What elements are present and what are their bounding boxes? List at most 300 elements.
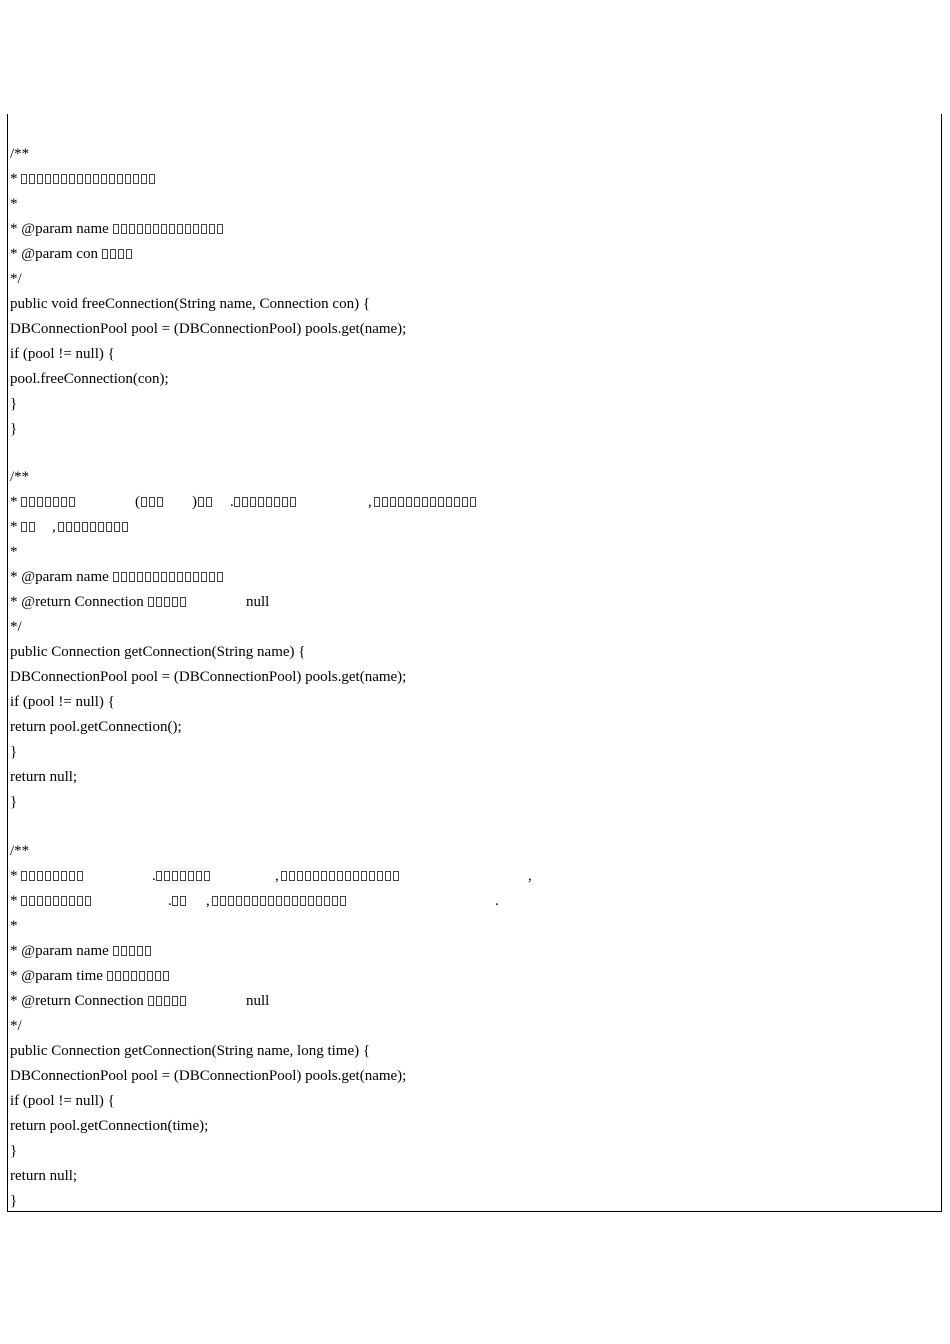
missing-glyph-icon — [106, 522, 112, 532]
missing-glyph-icon — [122, 522, 128, 532]
missing-glyph-icon — [374, 497, 380, 507]
missing-glyph-icon — [145, 572, 151, 582]
code-line-text — [10, 1168, 77, 1184]
code-text: * @param time — [10, 968, 107, 984]
code-line — [10, 793, 17, 811]
missing-glyph-icon — [201, 224, 207, 234]
missing-glyph-icon — [300, 896, 306, 906]
code-line — [10, 1067, 406, 1085]
missing-glyph-icon — [169, 572, 175, 582]
code-line-text — [10, 619, 22, 635]
code-line-text — [10, 868, 85, 884]
code-line-text — [10, 669, 406, 685]
code-text: * — [10, 196, 18, 212]
missing-glyph-icon — [414, 497, 420, 507]
code-line — [10, 992, 270, 1010]
missing-glyph-icon — [361, 871, 367, 881]
missing-glyph-icon — [164, 597, 170, 607]
missing-glyph-icon — [234, 497, 240, 507]
missing-glyph-icon — [276, 896, 282, 906]
missing-glyph-icon — [129, 224, 135, 234]
code-text: , — [368, 494, 372, 510]
code-segment — [374, 493, 478, 511]
missing-glyph-icon — [101, 174, 107, 184]
missing-glyph-icon — [180, 996, 186, 1006]
missing-glyph-icon — [180, 896, 186, 906]
missing-glyph-icon — [21, 522, 27, 532]
missing-glyph-icon — [141, 497, 147, 507]
missing-glyph-icon — [114, 522, 120, 532]
code-line — [10, 842, 29, 860]
code-text: * @return Connection — [10, 993, 148, 1009]
code-text: DBConnectionPool pool = (DBConnectionPool) pools.get(name); — [10, 1068, 407, 1084]
missing-glyph-icon — [204, 871, 210, 881]
missing-glyph-icon — [66, 522, 72, 532]
code-line — [10, 170, 157, 188]
missing-glyph-icon — [131, 971, 137, 981]
code-text: DBConnectionPool pool = (DBConnectionPool) pools.get(name); — [10, 669, 407, 685]
code-text: , — [528, 868, 532, 884]
missing-glyph-icon — [308, 896, 314, 906]
code-text: * — [10, 868, 22, 884]
missing-glyph-icon — [118, 249, 124, 259]
code-text: if (pool != null) { — [10, 694, 115, 710]
code-line-text — [10, 993, 188, 1009]
code-text: return pool.getConnection(time); — [10, 1118, 209, 1134]
missing-glyph-icon — [393, 871, 399, 881]
missing-glyph-icon — [321, 871, 327, 881]
code-line-text — [10, 968, 171, 984]
code-line-text — [10, 221, 225, 237]
missing-glyph-icon — [369, 871, 375, 881]
code-line — [10, 743, 17, 761]
code-text: * @return Connection — [10, 594, 148, 610]
missing-glyph-icon — [145, 946, 151, 956]
missing-glyph-icon — [353, 871, 359, 881]
code-segment — [156, 867, 212, 885]
missing-glyph-icon — [172, 597, 178, 607]
missing-glyph-icon — [470, 497, 476, 507]
missing-glyph-icon — [139, 971, 145, 981]
missing-glyph-icon — [161, 572, 167, 582]
missing-glyph-icon — [185, 224, 191, 234]
missing-glyph-icon — [382, 497, 388, 507]
code-line — [10, 1192, 17, 1210]
code-line — [10, 543, 18, 561]
code-line-text — [10, 843, 29, 859]
code-segment — [246, 593, 269, 611]
missing-glyph-icon — [398, 497, 404, 507]
code-line — [10, 693, 115, 711]
missing-glyph-icon — [45, 896, 51, 906]
missing-glyph-icon — [164, 871, 170, 881]
missing-glyph-icon — [85, 174, 91, 184]
code-text: * — [10, 918, 18, 934]
code-line-text — [10, 146, 29, 162]
code-segment — [141, 493, 165, 511]
missing-glyph-icon — [313, 871, 319, 881]
code-text: * @param con — [10, 246, 102, 262]
missing-glyph-icon — [53, 174, 59, 184]
code-line — [10, 320, 406, 338]
code-line — [10, 245, 134, 263]
code-line-text — [10, 171, 157, 187]
missing-glyph-icon — [125, 174, 131, 184]
missing-glyph-icon — [430, 497, 436, 507]
missing-glyph-icon — [110, 249, 116, 259]
missing-glyph-icon — [147, 971, 153, 981]
missing-glyph-icon — [155, 971, 161, 981]
missing-glyph-icon — [340, 896, 346, 906]
missing-glyph-icon — [282, 497, 288, 507]
code-text: /** — [10, 146, 30, 162]
missing-glyph-icon — [297, 871, 303, 881]
missing-glyph-icon — [377, 871, 383, 881]
missing-glyph-icon — [141, 174, 147, 184]
code-line-text — [10, 396, 17, 412]
code-text: public void freeConnection(String name, Connection con) { — [10, 296, 371, 312]
code-text: /** — [10, 469, 30, 485]
missing-glyph-icon — [115, 971, 121, 981]
code-segment — [495, 892, 499, 910]
missing-glyph-icon — [228, 896, 234, 906]
missing-glyph-icon — [156, 996, 162, 1006]
missing-glyph-icon — [37, 871, 43, 881]
missing-glyph-icon — [129, 946, 135, 956]
code-segment — [58, 518, 130, 536]
code-line-text — [10, 421, 17, 437]
missing-glyph-icon — [21, 871, 27, 881]
missing-glyph-icon — [345, 871, 351, 881]
code-text: , — [275, 868, 279, 884]
code-text: */ — [10, 271, 22, 287]
missing-glyph-icon — [145, 224, 151, 234]
missing-glyph-icon — [164, 996, 170, 1006]
missing-glyph-icon — [316, 896, 322, 906]
missing-glyph-icon — [289, 871, 295, 881]
missing-glyph-icon — [274, 497, 280, 507]
code-line-text — [10, 1018, 22, 1034]
code-line — [10, 867, 532, 885]
code-segment — [368, 493, 372, 511]
missing-glyph-icon — [93, 174, 99, 184]
missing-glyph-icon — [305, 871, 311, 881]
missing-glyph-icon — [198, 497, 204, 507]
missing-glyph-icon — [438, 497, 444, 507]
code-line-text — [10, 893, 93, 909]
missing-glyph-icon — [220, 896, 226, 906]
code-line-text — [10, 769, 77, 785]
code-text: /** — [10, 843, 30, 859]
missing-glyph-icon — [172, 896, 178, 906]
missing-glyph-icon — [177, 572, 183, 582]
code-line-text — [10, 321, 406, 337]
missing-glyph-icon — [69, 896, 75, 906]
missing-glyph-icon — [90, 522, 96, 532]
code-line-text — [10, 719, 182, 735]
code-line-text — [10, 794, 17, 810]
missing-glyph-icon — [82, 522, 88, 532]
code-line — [10, 768, 77, 786]
code-text: return null; — [10, 769, 78, 785]
code-text: * — [10, 519, 22, 535]
code-text: } — [10, 396, 18, 412]
missing-glyph-icon — [332, 896, 338, 906]
missing-glyph-icon — [153, 224, 159, 234]
missing-glyph-icon — [53, 896, 59, 906]
code-line-text — [10, 594, 188, 610]
code-line — [10, 1017, 22, 1035]
missing-glyph-icon — [212, 896, 218, 906]
missing-glyph-icon — [217, 572, 223, 582]
code-line — [10, 568, 225, 586]
code-text: * @param name — [10, 221, 113, 237]
missing-glyph-icon — [169, 224, 175, 234]
code-text: if (pool != null) { — [10, 346, 115, 362]
missing-glyph-icon — [180, 597, 186, 607]
missing-glyph-icon — [156, 871, 162, 881]
missing-glyph-icon — [406, 497, 412, 507]
code-line-text — [10, 1193, 17, 1209]
code-segment — [234, 493, 298, 511]
missing-glyph-icon — [61, 174, 67, 184]
missing-glyph-icon — [284, 896, 290, 906]
missing-glyph-icon — [29, 896, 35, 906]
missing-glyph-icon — [446, 497, 452, 507]
code-line — [10, 145, 29, 163]
missing-glyph-icon — [69, 871, 75, 881]
code-text: */ — [10, 1018, 22, 1034]
code-text: return null; — [10, 1168, 78, 1184]
missing-glyph-icon — [77, 174, 83, 184]
missing-glyph-icon — [209, 224, 215, 234]
code-segment — [212, 892, 348, 910]
code-line — [10, 1167, 77, 1185]
missing-glyph-icon — [385, 871, 391, 881]
missing-glyph-icon — [149, 497, 155, 507]
missing-glyph-icon — [98, 522, 104, 532]
missing-glyph-icon — [53, 497, 59, 507]
missing-glyph-icon — [188, 871, 194, 881]
missing-glyph-icon — [29, 522, 35, 532]
code-line-text — [10, 918, 18, 934]
missing-glyph-icon — [137, 224, 143, 234]
missing-glyph-icon — [172, 996, 178, 1006]
code-text: null — [246, 594, 270, 610]
code-text: * — [10, 893, 22, 909]
code-line — [10, 1142, 17, 1160]
code-line — [10, 518, 56, 536]
missing-glyph-icon — [58, 522, 64, 532]
code-text: public Connection getConnection(String name) { — [10, 644, 306, 660]
missing-glyph-icon — [21, 896, 27, 906]
missing-glyph-icon — [161, 224, 167, 234]
code-text: . — [152, 868, 156, 884]
code-line-text — [10, 1118, 208, 1134]
code-segment — [281, 867, 401, 885]
missing-glyph-icon — [177, 224, 183, 234]
missing-glyph-icon — [244, 896, 250, 906]
missing-glyph-icon — [113, 946, 119, 956]
code-text: } — [10, 421, 18, 437]
code-line — [10, 370, 169, 388]
missing-glyph-icon — [422, 497, 428, 507]
missing-glyph-icon — [185, 572, 191, 582]
missing-glyph-icon — [148, 597, 154, 607]
code-line — [10, 618, 22, 636]
missing-glyph-icon — [337, 871, 343, 881]
code-text: public Connection getConnection(String name, long time) { — [10, 1043, 371, 1059]
missing-glyph-icon — [37, 174, 43, 184]
missing-glyph-icon — [217, 224, 223, 234]
missing-glyph-icon — [180, 871, 186, 881]
code-text: } — [10, 1193, 18, 1209]
missing-glyph-icon — [133, 174, 139, 184]
code-line — [10, 295, 370, 313]
code-segment — [275, 867, 279, 885]
missing-glyph-icon — [61, 871, 67, 881]
code-text: } — [10, 794, 18, 810]
code-line — [10, 1117, 208, 1135]
missing-glyph-icon — [196, 871, 202, 881]
code-line — [10, 942, 153, 960]
code-line-text — [10, 196, 18, 212]
code-text: * — [10, 494, 22, 510]
missing-glyph-icon — [258, 497, 264, 507]
missing-glyph-icon — [61, 497, 67, 507]
code-text: , — [52, 519, 56, 535]
missing-glyph-icon — [69, 497, 75, 507]
missing-glyph-icon — [250, 497, 256, 507]
code-line — [10, 220, 225, 238]
code-text: DBConnectionPool pool = (DBConnectionPool) pools.get(name); — [10, 321, 407, 337]
missing-glyph-icon — [129, 572, 135, 582]
missing-glyph-icon — [45, 871, 51, 881]
missing-glyph-icon — [77, 871, 83, 881]
code-line-text — [10, 943, 153, 959]
code-line-text — [10, 744, 17, 760]
missing-glyph-icon — [172, 871, 178, 881]
code-segment — [172, 892, 188, 910]
missing-glyph-icon — [157, 497, 163, 507]
code-line — [10, 270, 22, 288]
code-line — [10, 967, 171, 985]
code-text: } — [10, 744, 18, 760]
code-line — [10, 420, 17, 438]
code-line-text — [10, 296, 370, 312]
missing-glyph-icon — [454, 497, 460, 507]
missing-glyph-icon — [462, 497, 468, 507]
code-line-text — [10, 371, 169, 387]
missing-glyph-icon — [37, 497, 43, 507]
code-line — [10, 395, 17, 413]
missing-glyph-icon — [193, 572, 199, 582]
missing-glyph-icon — [107, 971, 113, 981]
missing-glyph-icon — [109, 174, 115, 184]
code-text: null — [246, 993, 270, 1009]
code-line-text — [10, 1068, 406, 1084]
missing-glyph-icon — [29, 497, 35, 507]
missing-glyph-icon — [61, 896, 67, 906]
code-line-text — [10, 494, 77, 510]
missing-glyph-icon — [137, 946, 143, 956]
missing-glyph-icon — [390, 497, 396, 507]
missing-glyph-icon — [29, 871, 35, 881]
missing-glyph-icon — [260, 896, 266, 906]
missing-glyph-icon — [266, 497, 272, 507]
missing-glyph-icon — [102, 249, 108, 259]
code-line — [10, 892, 499, 910]
code-line — [10, 718, 182, 736]
code-segment — [192, 493, 197, 511]
missing-glyph-icon — [242, 497, 248, 507]
code-line — [10, 1092, 115, 1110]
code-segment — [528, 867, 532, 885]
missing-glyph-icon — [21, 497, 27, 507]
missing-glyph-icon — [209, 572, 215, 582]
missing-glyph-icon — [153, 572, 159, 582]
code-text: . — [168, 893, 172, 909]
code-line — [10, 668, 406, 686]
code-text: } — [10, 1143, 18, 1159]
code-line-text — [10, 694, 115, 710]
missing-glyph-icon — [123, 971, 129, 981]
missing-glyph-icon — [252, 896, 258, 906]
missing-glyph-icon — [193, 224, 199, 234]
code-line-text — [10, 644, 305, 660]
missing-glyph-icon — [45, 497, 51, 507]
code-line-text — [10, 544, 18, 560]
code-line — [10, 917, 18, 935]
missing-glyph-icon — [29, 174, 35, 184]
code-text: */ — [10, 619, 22, 635]
code-text: return pool.getConnection(); — [10, 719, 182, 735]
missing-glyph-icon — [121, 572, 127, 582]
code-line — [10, 1042, 370, 1060]
code-line-text — [10, 1143, 17, 1159]
missing-glyph-icon — [206, 497, 212, 507]
code-line-text — [10, 1093, 115, 1109]
code-text: . — [495, 893, 499, 909]
missing-glyph-icon — [77, 896, 83, 906]
missing-glyph-icon — [21, 174, 27, 184]
code-line — [10, 195, 18, 213]
code-text: if (pool != null) { — [10, 1093, 115, 1109]
missing-glyph-icon — [126, 249, 132, 259]
missing-glyph-icon — [156, 597, 162, 607]
code-line-text — [10, 346, 115, 362]
code-text: * @param name — [10, 569, 113, 585]
code-line-text — [10, 469, 29, 485]
code-text: ( — [135, 494, 140, 510]
missing-glyph-icon — [290, 497, 296, 507]
code-line-text — [10, 519, 37, 535]
missing-glyph-icon — [74, 522, 80, 532]
missing-glyph-icon — [121, 224, 127, 234]
code-line — [10, 493, 372, 511]
missing-glyph-icon — [113, 572, 119, 582]
code-segment — [135, 493, 140, 511]
code-segment — [52, 518, 56, 536]
code-text: , — [206, 893, 210, 909]
code-line — [10, 593, 270, 611]
code-text: ) — [192, 494, 197, 510]
missing-glyph-icon — [53, 871, 59, 881]
missing-glyph-icon — [113, 224, 119, 234]
code-segment — [198, 493, 214, 511]
code-segment — [206, 892, 210, 910]
missing-glyph-icon — [149, 174, 155, 184]
